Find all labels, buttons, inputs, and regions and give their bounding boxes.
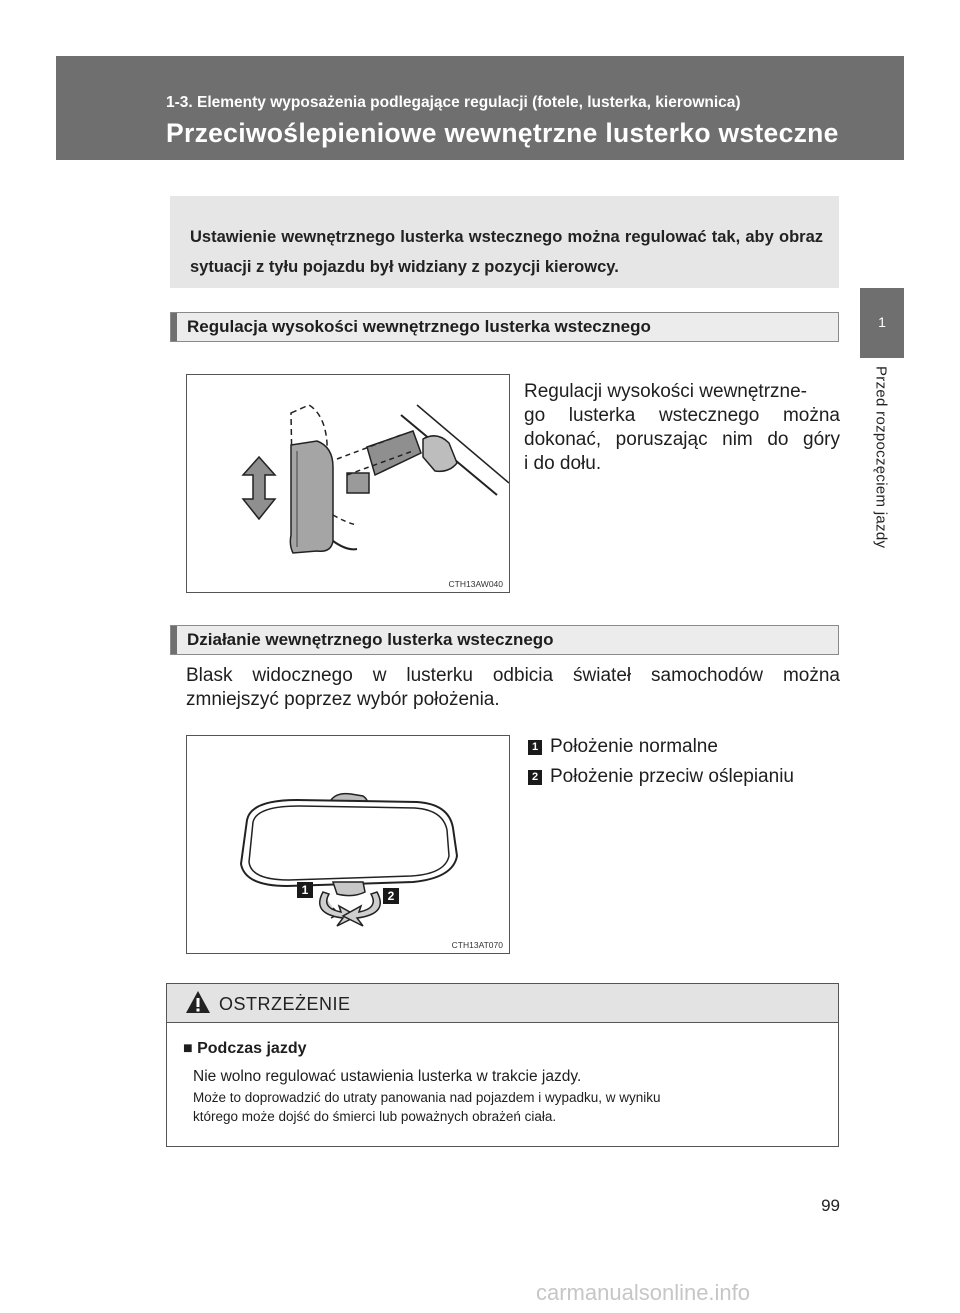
warning-line: Może to doprowadzić do utraty panowania nad pojazdem i wypadku, w wyniku [193, 1090, 661, 1105]
legend-item-antiglare [528, 766, 794, 788]
section1-paragraph [524, 380, 840, 476]
figure-mirror-height [186, 374, 510, 593]
legend-item-normal [528, 736, 718, 758]
section1-line: Regulacji wysokości wewnętrzne- [524, 381, 807, 402]
chapter-side-label-text: Przed rozpoczęciem jazdy [872, 366, 890, 549]
legend-number-badge: 2 [528, 770, 542, 785]
figure-code: CTH13AW040 [448, 579, 503, 589]
section2-line: Blask widocznego w lusterku odbicia świateł samochodów można [186, 665, 840, 686]
page-header [56, 56, 904, 160]
chapter-tab[interactable] [860, 288, 904, 358]
legend-number-badge: 1 [528, 740, 542, 755]
warning-box [166, 983, 839, 1147]
intro-text: Ustawienie wewnętrznego lusterka wstecznego można regulować tak, aby obraz sytuacji z tyłu pojazdu był widziany z pozycji kierowcy. [190, 228, 823, 276]
warning-line: którego może dojść do śmierci lub poważnych obrażeń ciała. [193, 1109, 557, 1124]
badge-1-label: 1 [301, 883, 309, 897]
section-heading-height-adjust [170, 312, 839, 342]
chapter-tab-number: 1 [878, 314, 886, 330]
legend-label: Położenie przeciw oślepianiu [550, 766, 794, 787]
watermark: carmanualsonline.info [536, 1280, 751, 1305]
chapter-subtitle: 1-3. Elementy wyposażenia podlegające regulacji (fotele, lusterka, kierownica) [166, 94, 741, 111]
warning-triangle-icon [185, 990, 211, 1014]
section1-line: dokonać, poruszając nim do góry [524, 429, 840, 450]
warning-header [167, 984, 838, 1023]
section1-line: i do dołu. [524, 453, 602, 474]
warning-title: OSTRZEŻENIE [219, 994, 351, 1014]
page-title: Przeciwoślepieniowe wewnętrzne lusterko wsteczne [166, 118, 839, 148]
legend-label: Położenie normalne [550, 736, 718, 757]
figure-code: CTH13AT070 [451, 940, 503, 950]
chapter-side-label [866, 366, 896, 616]
intro-box [170, 196, 839, 288]
figure-mirror-positions [186, 735, 510, 954]
section-heading-text: Działanie wewnętrznego lusterka wstecznego [187, 630, 554, 649]
section-heading-text: Regulacja wysokości wewnętrznego lusterka wstecznego [187, 317, 651, 336]
section2-paragraph [186, 664, 840, 712]
warning-subheading: ■ Podczas jazdy [183, 1040, 307, 1057]
badge-2-label: 2 [387, 889, 395, 903]
mirror-positions-illustration [187, 736, 509, 953]
section2-line: zmniejszyć poprzez wybór położenia. [186, 689, 500, 710]
page-number: 99 [821, 1196, 840, 1215]
section1-line: go lusterka wstecznego można [524, 405, 840, 426]
section-heading-operation [170, 625, 839, 655]
mirror-height-illustration [187, 375, 509, 592]
warning-line: Nie wolno regulować ustawienia lusterka w trakcie jazdy. [193, 1068, 582, 1085]
